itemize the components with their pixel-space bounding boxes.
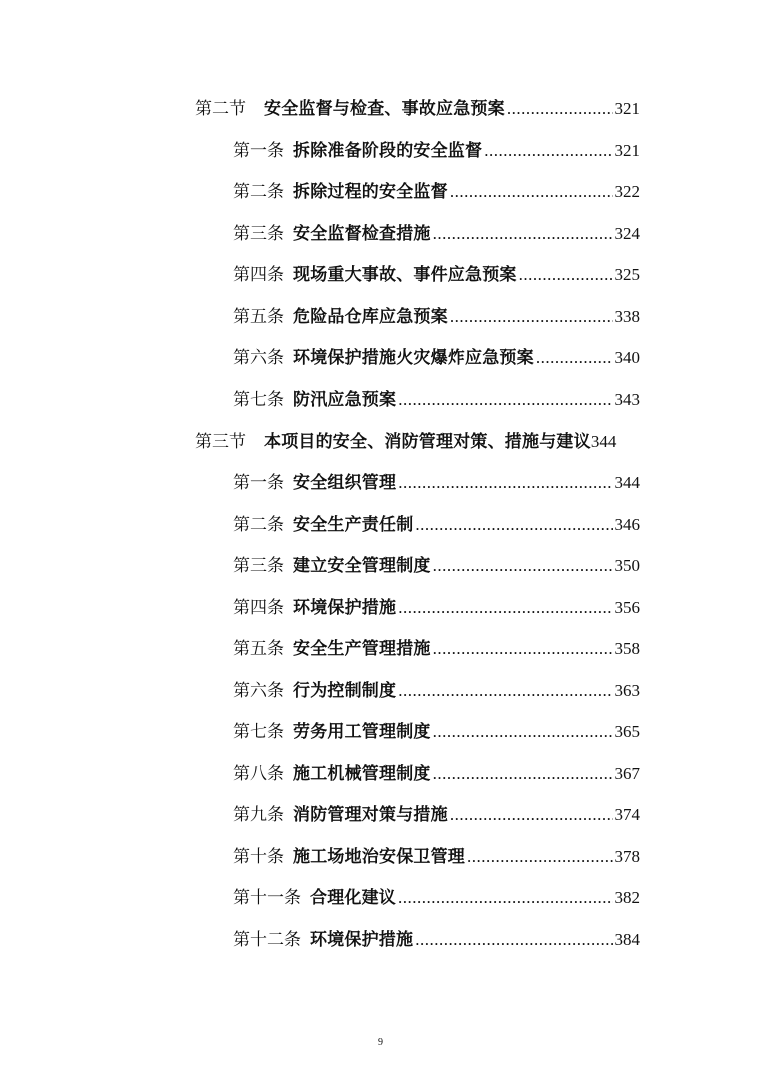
dot-leader: [450, 177, 613, 207]
dot-leader: [433, 551, 613, 581]
toc-entry-row[interactable]: [233, 260, 640, 290]
toc-page-ref: 374: [614, 805, 640, 824]
toc-title: 安全组织管理: [293, 473, 397, 493]
toc-entry-row[interactable]: [233, 302, 640, 332]
toc-number: 第五条: [233, 307, 284, 327]
toc-page-ref: 343: [614, 390, 640, 409]
toc-number: 第五条: [233, 639, 284, 659]
toc-entry-row[interactable]: [233, 593, 640, 623]
toc-title: 危险品仓库应急预案: [293, 307, 448, 327]
toc-number: 第四条: [233, 598, 284, 618]
toc-title: 行为控制制度: [293, 681, 397, 701]
toc-title: 合理化建议: [310, 888, 396, 908]
toc-number: 第十二条: [233, 930, 301, 950]
toc-page-ref: 346: [614, 515, 640, 534]
toc-title: 安全监督与检查、事故应急预案: [264, 99, 505, 119]
toc-entry-row[interactable]: [233, 925, 640, 955]
toc-entry-row[interactable]: [233, 842, 640, 872]
toc-page-ref: 358: [614, 639, 640, 658]
toc-title: 本项目的安全、消防管理对策、措施与建议: [264, 432, 591, 452]
toc-entry-row[interactable]: [233, 883, 640, 913]
toc-number: 第六条: [233, 681, 284, 701]
toc-title: 环境保护措施火灾爆炸应急预案: [293, 348, 534, 368]
toc-title: 拆除过程的安全监督: [293, 182, 448, 202]
toc-title: 劳务用工管理制度: [293, 722, 431, 742]
toc-title: 环境保护措施: [293, 598, 397, 618]
toc-number: 第七条: [233, 722, 284, 742]
toc-page-ref: 321: [614, 99, 640, 118]
toc-number: 第二节: [195, 99, 246, 119]
toc-page-ref: 363: [614, 681, 640, 700]
toc-title: 建立安全管理制度: [293, 556, 431, 576]
toc-entry-row[interactable]: [233, 510, 640, 540]
toc-entry-row[interactable]: [233, 177, 640, 207]
dot-leader: [398, 385, 612, 415]
page-number: 9: [378, 1037, 383, 1048]
toc-number: 第七条: [233, 390, 284, 410]
toc-entry-row[interactable]: [233, 343, 640, 373]
toc-entry-row[interactable]: [233, 800, 640, 830]
toc-entry-row[interactable]: [233, 717, 640, 747]
toc-page-ref: 344: [590, 432, 617, 451]
toc-entry-row[interactable]: [233, 219, 640, 249]
toc-page-ref: 350: [614, 556, 640, 575]
toc-entry-row[interactable]: [233, 468, 640, 498]
toc-title: 防汛应急预案: [293, 390, 397, 410]
dot-leader: [398, 883, 613, 913]
dot-leader: [398, 468, 612, 498]
dot-leader: [519, 260, 613, 290]
dot-leader: [433, 759, 613, 789]
toc-page-ref: 324: [614, 224, 640, 243]
dot-leader: [484, 136, 612, 166]
dot-leader: [433, 219, 613, 249]
toc-entry-row[interactable]: [233, 551, 640, 581]
toc-section-row[interactable]: [195, 94, 640, 124]
toc-entry-row[interactable]: [233, 136, 640, 166]
toc-number: 第三条: [233, 556, 284, 576]
toc-title: 消防管理对策与措施: [293, 805, 448, 825]
toc-page-ref: 356: [614, 598, 640, 617]
dot-leader: [415, 510, 612, 540]
toc-number: 第一条: [233, 473, 284, 493]
toc-title: 施工机械管理制度: [293, 764, 431, 784]
toc-title: 安全生产责任制: [293, 515, 414, 535]
toc-number: 第一条: [233, 141, 284, 161]
toc-number: 第二条: [233, 515, 284, 535]
toc-title: 现场重大事故、事件应急预案: [293, 265, 517, 285]
dot-leader: [507, 94, 613, 124]
toc-page-ref: 344: [614, 473, 640, 492]
toc-number: 第九条: [233, 805, 284, 825]
toc-entry-row[interactable]: [233, 676, 640, 706]
toc-number: 第八条: [233, 764, 284, 784]
toc-page-ref: 340: [614, 348, 640, 367]
toc-entry-row[interactable]: [233, 385, 640, 415]
toc-title: 施工场地治安保卫管理: [293, 847, 465, 867]
toc-entry-row[interactable]: [233, 634, 640, 664]
toc-page-ref: 382: [614, 888, 640, 907]
toc-title: 环境保护措施: [310, 930, 414, 950]
dot-leader: [433, 634, 613, 664]
toc-page-ref: 322: [614, 182, 640, 201]
dot-leader: [467, 842, 613, 872]
dot-leader: [450, 302, 613, 332]
toc-number: 第四条: [233, 265, 284, 285]
toc-number: 第三条: [233, 224, 284, 244]
toc-title: 安全生产管理措施: [293, 639, 431, 659]
toc-number: 第十一条: [233, 888, 301, 908]
dot-leader: [415, 925, 612, 955]
toc-number: 第六条: [233, 348, 284, 368]
toc-page-ref: 367: [614, 764, 640, 783]
toc-page-ref: 384: [614, 930, 640, 949]
toc-page-ref: 338: [614, 307, 640, 326]
toc-title: 拆除准备阶段的安全监督: [293, 141, 483, 161]
toc-page-ref: 321: [614, 141, 640, 160]
dot-leader: [450, 800, 613, 830]
toc-page-ref: 365: [614, 722, 640, 741]
toc-title: 安全监督检查措施: [293, 224, 431, 244]
toc-entry-row[interactable]: [233, 759, 640, 789]
dot-leader: [398, 593, 612, 623]
toc-page-ref: 325: [614, 265, 640, 284]
dot-leader: [433, 717, 613, 747]
dot-leader: [536, 343, 613, 373]
toc-number: 第三节: [195, 432, 246, 452]
toc-number: 第十条: [233, 847, 284, 867]
toc-page-ref: 378: [614, 847, 640, 866]
dot-leader: [398, 676, 612, 706]
toc-section-row[interactable]: [195, 427, 640, 457]
toc-number: 第二条: [233, 182, 284, 202]
